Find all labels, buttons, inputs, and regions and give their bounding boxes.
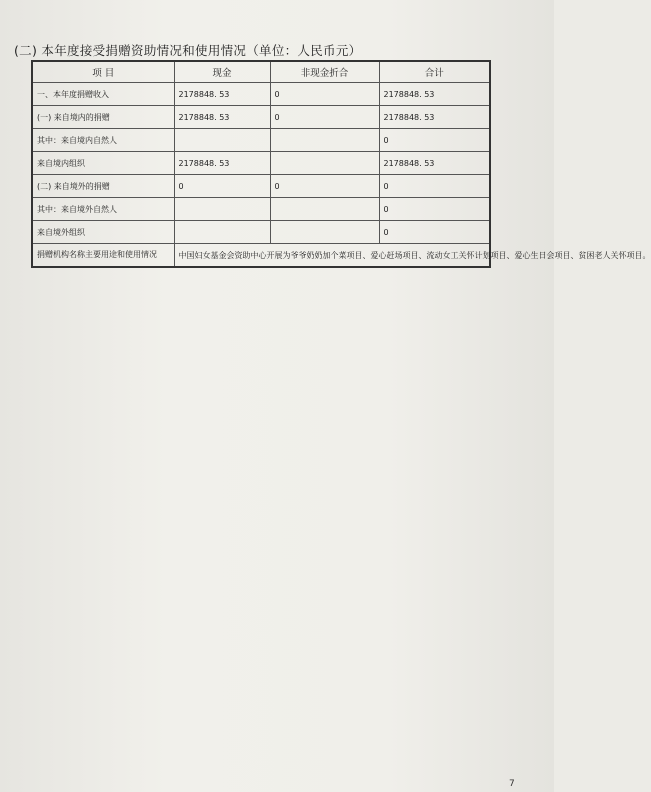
row-item: 其中：来自境外自然人 xyxy=(32,198,174,221)
row-total: 2178848. 53 xyxy=(379,106,490,129)
row-noncash xyxy=(270,152,379,175)
row-total: 0 xyxy=(379,129,490,152)
table-header-row xyxy=(32,61,490,83)
table-row xyxy=(32,83,490,106)
donation-table xyxy=(31,60,651,268)
row-item: 来自境内组织 xyxy=(32,152,174,175)
row-cash xyxy=(174,198,270,221)
row-total: 2178848. 53 xyxy=(379,83,490,106)
row-noncash: 0 xyxy=(270,106,379,129)
row-item: (一) 来自境内的捐赠 xyxy=(32,106,174,129)
row-cash xyxy=(174,129,270,152)
row-noncash: 0 xyxy=(270,175,379,198)
note-label: 捐赠机构名称主要用途和使用情况 xyxy=(32,244,174,268)
row-noncash xyxy=(270,198,379,221)
header-noncash: 非现金折合 xyxy=(270,61,379,83)
row-total: 0 xyxy=(379,198,490,221)
note-text: 中国妇女基金会资助中心开展为爷爷奶奶加个菜项目、爱心赶场项目、流动女工关怀计划项目、爱心生日会项目、贫困老人关怀项目。 xyxy=(174,244,490,268)
table-row xyxy=(32,221,490,244)
table-row xyxy=(32,175,490,198)
header-cash: 现金 xyxy=(174,61,270,83)
row-item: 其中：来自境内自然人 xyxy=(32,129,174,152)
table-row xyxy=(32,198,490,221)
row-item: 来自境外组织 xyxy=(32,221,174,244)
table-row xyxy=(32,129,490,152)
row-item: 一、本年度捐赠收入 xyxy=(32,83,174,106)
row-total: 0 xyxy=(379,221,490,244)
table-row xyxy=(32,106,490,129)
row-cash: 2178848. 53 xyxy=(174,152,270,175)
row-cash: 0 xyxy=(174,175,270,198)
header-total: 合计 xyxy=(379,61,490,83)
row-noncash: 0 xyxy=(270,83,379,106)
row-cash xyxy=(174,221,270,244)
table-note-row xyxy=(32,244,490,268)
row-item: (二) 来自境外的捐赠 xyxy=(32,175,174,198)
table-row xyxy=(32,152,490,175)
row-total: 0 xyxy=(379,175,490,198)
header-item: 项 目 xyxy=(32,61,174,83)
row-cash: 2178848. 53 xyxy=(174,106,270,129)
row-noncash xyxy=(270,221,379,244)
row-cash: 2178848. 53 xyxy=(174,83,270,106)
row-total: 2178848. 53 xyxy=(379,152,490,175)
row-noncash xyxy=(270,129,379,152)
section-title: (二) 本年度接受捐赠资助情况和使用情况（单位：人民币元） xyxy=(14,43,362,58)
page-number: 7 xyxy=(509,779,515,789)
